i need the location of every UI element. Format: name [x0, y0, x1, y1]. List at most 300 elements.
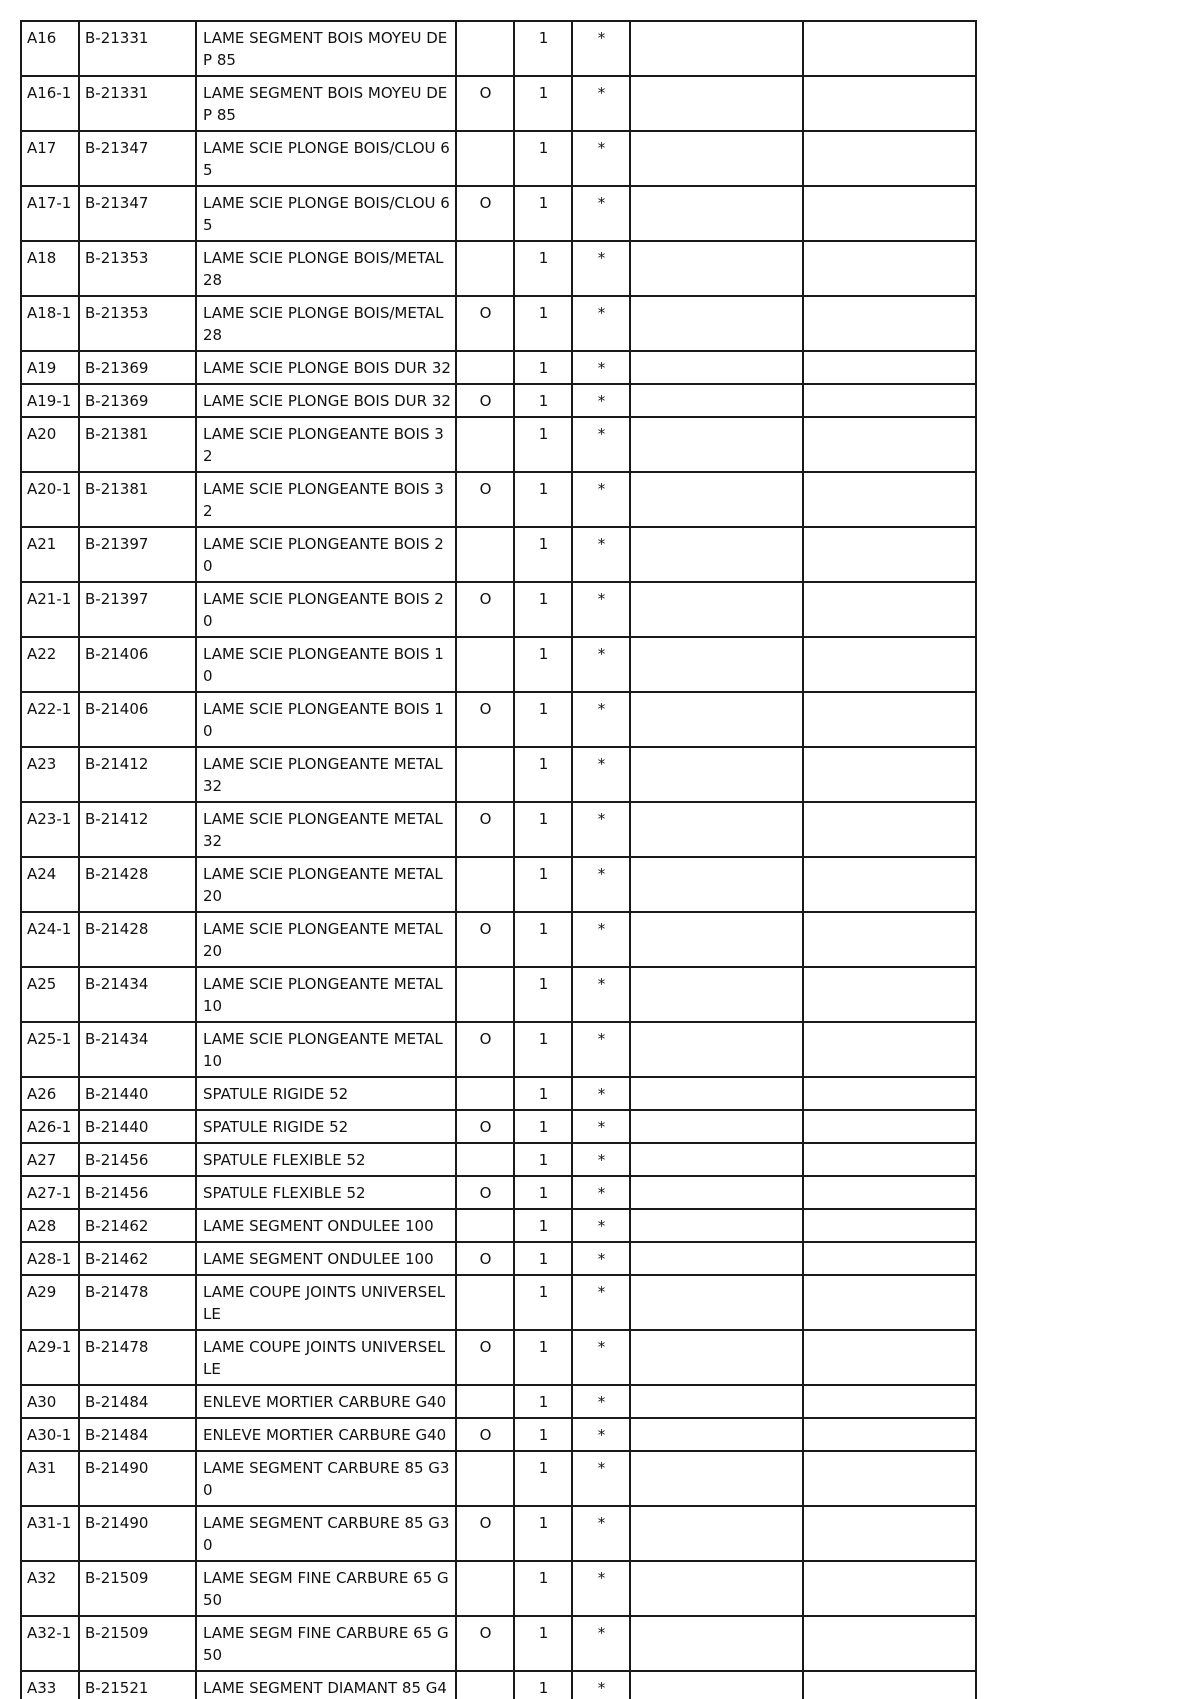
blank-cell — [803, 417, 976, 472]
quantity-cell: 1 — [514, 747, 572, 802]
table-row — [21, 802, 976, 857]
option-cell: O — [456, 1418, 514, 1451]
blank-cell — [630, 1506, 803, 1561]
reference-cell: B-21456 — [79, 1176, 196, 1209]
option-cell — [456, 1077, 514, 1110]
marker-cell: * — [572, 1385, 630, 1418]
description-cell: LAME SEGMENT ONDULEE 100 — [196, 1209, 456, 1242]
option-cell: O — [456, 296, 514, 351]
description-cell: LAME SCIE PLONGEANTE BOIS 10 — [196, 637, 456, 692]
blank-cell — [803, 857, 976, 912]
reference-cell: B-21369 — [79, 351, 196, 384]
marker-cell: * — [572, 1110, 630, 1143]
blank-cell — [803, 747, 976, 802]
marker-cell: * — [572, 76, 630, 131]
table-row — [21, 1616, 976, 1671]
table-row — [21, 472, 976, 527]
reference-cell: B-21434 — [79, 1022, 196, 1077]
blank-cell — [630, 802, 803, 857]
blank-cell — [630, 1143, 803, 1176]
blank-cell — [630, 296, 803, 351]
reference-cell: B-21456 — [79, 1143, 196, 1176]
blank-cell — [630, 1385, 803, 1418]
blank-cell — [803, 1330, 976, 1385]
quantity-cell: 1 — [514, 1176, 572, 1209]
marker-cell: * — [572, 1022, 630, 1077]
blank-cell — [630, 1176, 803, 1209]
reference-cell: B-21412 — [79, 747, 196, 802]
reference-cell: B-21521 — [79, 1671, 196, 1699]
description-cell: LAME SCIE PLONGEANTE METAL 20 — [196, 912, 456, 967]
table-row — [21, 186, 976, 241]
option-cell: O — [456, 912, 514, 967]
table-row — [21, 417, 976, 472]
marker-cell: * — [572, 1242, 630, 1275]
quantity-cell: 1 — [514, 1330, 572, 1385]
option-cell — [456, 1561, 514, 1616]
quantity-cell: 1 — [514, 912, 572, 967]
item-id-cell: A20-1 — [21, 472, 79, 527]
item-id-cell: A25-1 — [21, 1022, 79, 1077]
item-id-cell: A31 — [21, 1451, 79, 1506]
table-row — [21, 1561, 976, 1616]
parts-table-body — [21, 21, 976, 1699]
table-row — [21, 857, 976, 912]
description-cell: LAME SEGMENT CARBURE 85 G30 — [196, 1451, 456, 1506]
blank-cell — [630, 351, 803, 384]
description-cell: LAME SCIE PLONGEANTE METAL 10 — [196, 967, 456, 1022]
reference-cell: B-21353 — [79, 296, 196, 351]
option-cell — [456, 241, 514, 296]
option-cell: O — [456, 1616, 514, 1671]
blank-cell — [803, 1451, 976, 1506]
marker-cell: * — [572, 131, 630, 186]
blank-cell — [803, 1143, 976, 1176]
table-row — [21, 527, 976, 582]
description-cell: LAME SEGMENT ONDULEE 100 — [196, 1242, 456, 1275]
quantity-cell: 1 — [514, 417, 572, 472]
description-cell: LAME SEGMENT CARBURE 85 G30 — [196, 1506, 456, 1561]
table-row — [21, 241, 976, 296]
quantity-cell: 1 — [514, 1022, 572, 1077]
blank-cell — [803, 912, 976, 967]
marker-cell: * — [572, 351, 630, 384]
option-cell: O — [456, 1110, 514, 1143]
description-cell: LAME SEGM FINE CARBURE 65 G50 — [196, 1616, 456, 1671]
blank-cell — [803, 1561, 976, 1616]
marker-cell: * — [572, 747, 630, 802]
reference-cell: B-21412 — [79, 802, 196, 857]
description-cell: LAME SCIE PLONGEANTE METAL 10 — [196, 1022, 456, 1077]
blank-cell — [630, 1616, 803, 1671]
blank-cell — [630, 1561, 803, 1616]
table-row — [21, 296, 976, 351]
table-row — [21, 1671, 976, 1699]
quantity-cell: 1 — [514, 131, 572, 186]
table-row — [21, 637, 976, 692]
blank-cell — [630, 692, 803, 747]
marker-cell: * — [572, 1143, 630, 1176]
description-cell: LAME SCIE PLONGE BOIS/CLOU 65 — [196, 131, 456, 186]
option-cell — [456, 1671, 514, 1699]
option-cell — [456, 21, 514, 76]
blank-cell — [803, 241, 976, 296]
reference-cell: B-21428 — [79, 912, 196, 967]
blank-cell — [630, 527, 803, 582]
reference-cell: B-21331 — [79, 76, 196, 131]
table-row — [21, 1242, 976, 1275]
reference-cell: B-21428 — [79, 857, 196, 912]
reference-cell: B-21397 — [79, 582, 196, 637]
blank-cell — [630, 637, 803, 692]
option-cell: O — [456, 692, 514, 747]
option-cell — [456, 1275, 514, 1330]
option-cell — [456, 417, 514, 472]
item-id-cell: A20 — [21, 417, 79, 472]
description-cell: SPATULE RIGIDE 52 — [196, 1077, 456, 1110]
item-id-cell: A33 — [21, 1671, 79, 1699]
item-id-cell: A19 — [21, 351, 79, 384]
marker-cell: * — [572, 802, 630, 857]
description-cell: LAME SCIE PLONGEANTE METAL 20 — [196, 857, 456, 912]
table-row — [21, 1506, 976, 1561]
quantity-cell: 1 — [514, 802, 572, 857]
marker-cell: * — [572, 637, 630, 692]
marker-cell: * — [572, 967, 630, 1022]
table-row — [21, 967, 976, 1022]
quantity-cell: 1 — [514, 76, 572, 131]
quantity-cell: 1 — [514, 472, 572, 527]
option-cell: O — [456, 1506, 514, 1561]
item-id-cell: A16-1 — [21, 76, 79, 131]
quantity-cell: 1 — [514, 637, 572, 692]
marker-cell: * — [572, 1330, 630, 1385]
blank-cell — [803, 1242, 976, 1275]
blank-cell — [630, 384, 803, 417]
marker-cell: * — [572, 582, 630, 637]
reference-cell: B-21440 — [79, 1110, 196, 1143]
table-row — [21, 1209, 976, 1242]
blank-cell — [630, 131, 803, 186]
table-row — [21, 351, 976, 384]
item-id-cell: A23-1 — [21, 802, 79, 857]
item-id-cell: A18 — [21, 241, 79, 296]
item-id-cell: A21-1 — [21, 582, 79, 637]
quantity-cell: 1 — [514, 1242, 572, 1275]
option-cell — [456, 747, 514, 802]
reference-cell: B-21381 — [79, 472, 196, 527]
marker-cell: * — [572, 384, 630, 417]
option-cell — [456, 857, 514, 912]
marker-cell: * — [572, 1451, 630, 1506]
quantity-cell: 1 — [514, 1275, 572, 1330]
item-id-cell: A27-1 — [21, 1176, 79, 1209]
option-cell: O — [456, 472, 514, 527]
table-row — [21, 76, 976, 131]
blank-cell — [803, 1110, 976, 1143]
marker-cell: * — [572, 1176, 630, 1209]
description-cell: LAME SCIE PLONGE BOIS/METAL 28 — [196, 241, 456, 296]
description-cell: SPATULE FLEXIBLE 52 — [196, 1143, 456, 1176]
quantity-cell: 1 — [514, 692, 572, 747]
table-row — [21, 582, 976, 637]
marker-cell: * — [572, 1418, 630, 1451]
item-id-cell: A16 — [21, 21, 79, 76]
description-cell: LAME SEGM FINE CARBURE 65 G50 — [196, 1561, 456, 1616]
marker-cell: * — [572, 472, 630, 527]
option-cell: O — [456, 1176, 514, 1209]
reference-cell: B-21369 — [79, 384, 196, 417]
marker-cell: * — [572, 1561, 630, 1616]
blank-cell — [630, 857, 803, 912]
item-id-cell: A24 — [21, 857, 79, 912]
description-cell: SPATULE FLEXIBLE 52 — [196, 1176, 456, 1209]
table-row — [21, 1110, 976, 1143]
blank-cell — [630, 1418, 803, 1451]
blank-cell — [803, 21, 976, 76]
item-id-cell: A22-1 — [21, 692, 79, 747]
marker-cell: * — [572, 1506, 630, 1561]
blank-cell — [803, 1275, 976, 1330]
option-cell: O — [456, 76, 514, 131]
item-id-cell: A31-1 — [21, 1506, 79, 1561]
blank-cell — [803, 384, 976, 417]
item-id-cell: A17 — [21, 131, 79, 186]
marker-cell: * — [572, 21, 630, 76]
reference-cell: B-21406 — [79, 637, 196, 692]
quantity-cell: 1 — [514, 1451, 572, 1506]
marker-cell: * — [572, 186, 630, 241]
blank-cell — [803, 967, 976, 1022]
item-id-cell: A21 — [21, 527, 79, 582]
description-cell: LAME SCIE PLONGE BOIS/CLOU 65 — [196, 186, 456, 241]
blank-cell — [630, 417, 803, 472]
reference-cell: B-21406 — [79, 692, 196, 747]
blank-cell — [630, 582, 803, 637]
blank-cell — [803, 1506, 976, 1561]
reference-cell: B-21462 — [79, 1242, 196, 1275]
option-cell — [456, 1143, 514, 1176]
quantity-cell: 1 — [514, 21, 572, 76]
blank-cell — [803, 472, 976, 527]
marker-cell: * — [572, 857, 630, 912]
option-cell — [456, 1385, 514, 1418]
option-cell — [456, 351, 514, 384]
marker-cell: * — [572, 1671, 630, 1699]
blank-cell — [630, 747, 803, 802]
table-row — [21, 1330, 976, 1385]
blank-cell — [630, 1110, 803, 1143]
quantity-cell: 1 — [514, 1385, 572, 1418]
table-row — [21, 1143, 976, 1176]
blank-cell — [803, 1176, 976, 1209]
reference-cell: B-21484 — [79, 1385, 196, 1418]
quantity-cell: 1 — [514, 1671, 572, 1699]
item-id-cell: A27 — [21, 1143, 79, 1176]
blank-cell — [803, 296, 976, 351]
item-id-cell: A28-1 — [21, 1242, 79, 1275]
reference-cell: B-21353 — [79, 241, 196, 296]
blank-cell — [803, 692, 976, 747]
item-id-cell: A32 — [21, 1561, 79, 1616]
reference-cell: B-21440 — [79, 1077, 196, 1110]
blank-cell — [630, 186, 803, 241]
description-cell: LAME SCIE PLONGEANTE BOIS 20 — [196, 527, 456, 582]
quantity-cell: 1 — [514, 296, 572, 351]
item-id-cell: A29 — [21, 1275, 79, 1330]
blank-cell — [630, 1275, 803, 1330]
parts-table — [20, 20, 977, 1699]
reference-cell: B-21484 — [79, 1418, 196, 1451]
table-row — [21, 1418, 976, 1451]
blank-cell — [803, 131, 976, 186]
quantity-cell: 1 — [514, 1110, 572, 1143]
description-cell: LAME SCIE PLONGEANTE METAL 32 — [196, 802, 456, 857]
option-cell: O — [456, 384, 514, 417]
marker-cell: * — [572, 296, 630, 351]
table-row — [21, 131, 976, 186]
blank-cell — [630, 1671, 803, 1699]
description-cell: LAME SCIE PLONGEANTE BOIS 32 — [196, 472, 456, 527]
table-row — [21, 1451, 976, 1506]
option-cell: O — [456, 1022, 514, 1077]
blank-cell — [630, 1242, 803, 1275]
reference-cell: B-21347 — [79, 186, 196, 241]
description-cell: LAME SEGMENT DIAMANT 85 G4 — [196, 1671, 456, 1699]
option-cell — [456, 637, 514, 692]
blank-cell — [630, 1022, 803, 1077]
description-cell: LAME SCIE PLONGEANTE BOIS 32 — [196, 417, 456, 472]
marker-cell: * — [572, 1209, 630, 1242]
option-cell: O — [456, 1242, 514, 1275]
quantity-cell: 1 — [514, 351, 572, 384]
blank-cell — [630, 1209, 803, 1242]
marker-cell: * — [572, 241, 630, 296]
description-cell: LAME SCIE PLONGEANTE BOIS 20 — [196, 582, 456, 637]
quantity-cell: 1 — [514, 967, 572, 1022]
option-cell — [456, 967, 514, 1022]
description-cell: ENLEVE MORTIER CARBURE G40 — [196, 1385, 456, 1418]
option-cell — [456, 1451, 514, 1506]
table-row — [21, 912, 976, 967]
table-row — [21, 384, 976, 417]
blank-cell — [803, 637, 976, 692]
table-row — [21, 1176, 976, 1209]
quantity-cell: 1 — [514, 384, 572, 417]
table-row — [21, 692, 976, 747]
table-row — [21, 747, 976, 802]
quantity-cell: 1 — [514, 1561, 572, 1616]
table-row — [21, 1385, 976, 1418]
blank-cell — [630, 21, 803, 76]
table-row — [21, 1077, 976, 1110]
blank-cell — [803, 76, 976, 131]
marker-cell: * — [572, 692, 630, 747]
option-cell: O — [456, 1330, 514, 1385]
quantity-cell: 1 — [514, 582, 572, 637]
item-id-cell: A23 — [21, 747, 79, 802]
table-row — [21, 21, 976, 76]
description-cell: LAME COUPE JOINTS UNIVERSELLE — [196, 1275, 456, 1330]
blank-cell — [803, 1616, 976, 1671]
reference-cell: B-21347 — [79, 131, 196, 186]
item-id-cell: A22 — [21, 637, 79, 692]
quantity-cell: 1 — [514, 1143, 572, 1176]
blank-cell — [803, 1022, 976, 1077]
description-cell: LAME SCIE PLONGEANTE BOIS 10 — [196, 692, 456, 747]
description-cell: LAME SCIE PLONGE BOIS DUR 32 — [196, 384, 456, 417]
blank-cell — [803, 1418, 976, 1451]
item-id-cell: A28 — [21, 1209, 79, 1242]
reference-cell: B-21509 — [79, 1616, 196, 1671]
blank-cell — [803, 802, 976, 857]
reference-cell: B-21331 — [79, 21, 196, 76]
option-cell — [456, 527, 514, 582]
blank-cell — [630, 912, 803, 967]
description-cell: LAME SCIE PLONGE BOIS/METAL 28 — [196, 296, 456, 351]
item-id-cell: A30-1 — [21, 1418, 79, 1451]
marker-cell: * — [572, 527, 630, 582]
blank-cell — [630, 76, 803, 131]
quantity-cell: 1 — [514, 857, 572, 912]
reference-cell: B-21434 — [79, 967, 196, 1022]
table-row — [21, 1275, 976, 1330]
option-cell: O — [456, 582, 514, 637]
reference-cell: B-21490 — [79, 1451, 196, 1506]
blank-cell — [803, 1077, 976, 1110]
quantity-cell: 1 — [514, 186, 572, 241]
option-cell: O — [456, 186, 514, 241]
item-id-cell: A30 — [21, 1385, 79, 1418]
item-id-cell: A25 — [21, 967, 79, 1022]
blank-cell — [803, 186, 976, 241]
item-id-cell: A29-1 — [21, 1330, 79, 1385]
item-id-cell: A19-1 — [21, 384, 79, 417]
blank-cell — [630, 472, 803, 527]
description-cell: LAME SEGMENT BOIS MOYEU DE P 85 — [196, 21, 456, 76]
item-id-cell: A32-1 — [21, 1616, 79, 1671]
quantity-cell: 1 — [514, 1506, 572, 1561]
item-id-cell: A26-1 — [21, 1110, 79, 1143]
quantity-cell: 1 — [514, 1209, 572, 1242]
blank-cell — [803, 351, 976, 384]
item-id-cell: A26 — [21, 1077, 79, 1110]
description-cell: LAME SCIE PLONGE BOIS DUR 32 — [196, 351, 456, 384]
description-cell: SPATULE RIGIDE 52 — [196, 1110, 456, 1143]
reference-cell: B-21478 — [79, 1275, 196, 1330]
marker-cell: * — [572, 1275, 630, 1330]
option-cell — [456, 131, 514, 186]
reference-cell: B-21397 — [79, 527, 196, 582]
reference-cell: B-21462 — [79, 1209, 196, 1242]
reference-cell: B-21509 — [79, 1561, 196, 1616]
reference-cell: B-21381 — [79, 417, 196, 472]
blank-cell — [630, 1077, 803, 1110]
marker-cell: * — [572, 912, 630, 967]
blank-cell — [630, 1451, 803, 1506]
quantity-cell: 1 — [514, 527, 572, 582]
blank-cell — [630, 1330, 803, 1385]
blank-cell — [803, 1209, 976, 1242]
description-cell: LAME SCIE PLONGEANTE METAL 32 — [196, 747, 456, 802]
quantity-cell: 1 — [514, 1077, 572, 1110]
marker-cell: * — [572, 417, 630, 472]
blank-cell — [803, 582, 976, 637]
description-cell: ENLEVE MORTIER CARBURE G40 — [196, 1418, 456, 1451]
reference-cell: B-21490 — [79, 1506, 196, 1561]
blank-cell — [630, 967, 803, 1022]
quantity-cell: 1 — [514, 1418, 572, 1451]
